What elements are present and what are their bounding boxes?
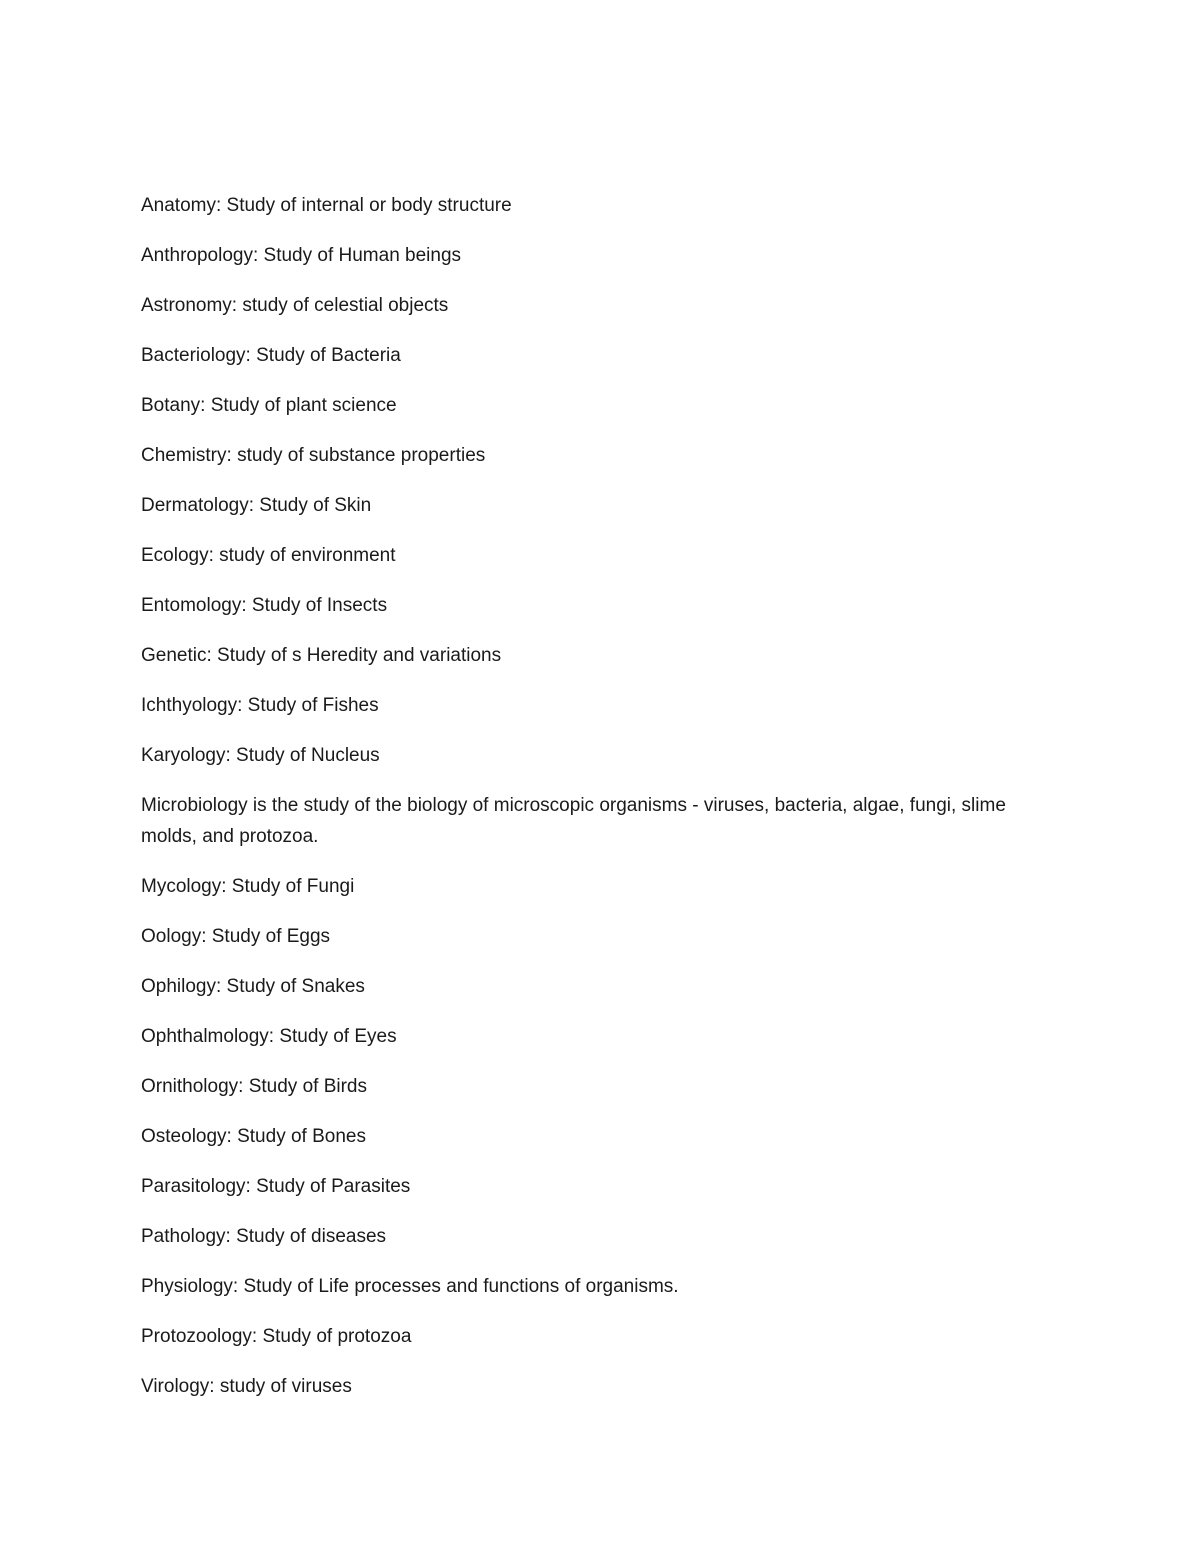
definition-line-ophilogy: Ophilogy: Study of Snakes [141,976,365,997]
definition-line-oology: Oology: Study of Eggs [141,926,331,947]
definition-line-astronomy: Astronomy: study of celestial objects [141,295,449,316]
definition-line-genetic: Genetic: Study of s Heredity and variations [141,645,502,666]
definition-line-ecology: Ecology: study of environment [141,545,396,566]
definition-line-ornithology: Ornithology: Study of Birds [141,1076,367,1097]
definition-line-physiology: Physiology: Study of Life processes and functions of organisms. [141,1276,679,1297]
definition-line-chemistry: Chemistry: study of substance properties [141,445,486,466]
definition-line-parasitology: Parasitology: Study of Parasites [141,1176,411,1197]
definition-line-karyology: Karyology: Study of Nucleus [141,745,380,766]
definition-line-dermatology: Dermatology: Study of Skin [141,495,372,516]
definition-line-microbiology: Microbiology is the study of the biology of microscopic organisms - viruses, bacteria, algae, fungi, slime molds, and protozoa. [141,795,1006,847]
definition-line-ichthyology: Ichthyology: Study of Fishes [141,695,379,716]
definition-line-mycology: Mycology: Study of Fungi [141,876,355,897]
definition-line-botany: Botany: Study of plant science [141,395,397,416]
definition-line-anthropology: Anthropology: Study of Human beings [141,245,462,266]
definition-line-virology: Virology: study of viruses [141,1376,352,1397]
definition-line-osteology: Osteology: Study of Bones [141,1126,366,1147]
definition-line-protozoology: Protozoology: Study of protozoa [141,1326,412,1347]
definition-line-anatomy: Anatomy: Study of internal or body structure [141,195,512,216]
definition-line-pathology: Pathology: Study of diseases [141,1226,387,1247]
definition-line-bacteriology: Bacteriology: Study of Bacteria [141,345,401,366]
document-body [141,190,1061,1421]
definition-line-ophthalmology: Ophthalmology: Study of Eyes [141,1026,397,1047]
definition-line-entomology: Entomology: Study of Insects [141,595,388,616]
